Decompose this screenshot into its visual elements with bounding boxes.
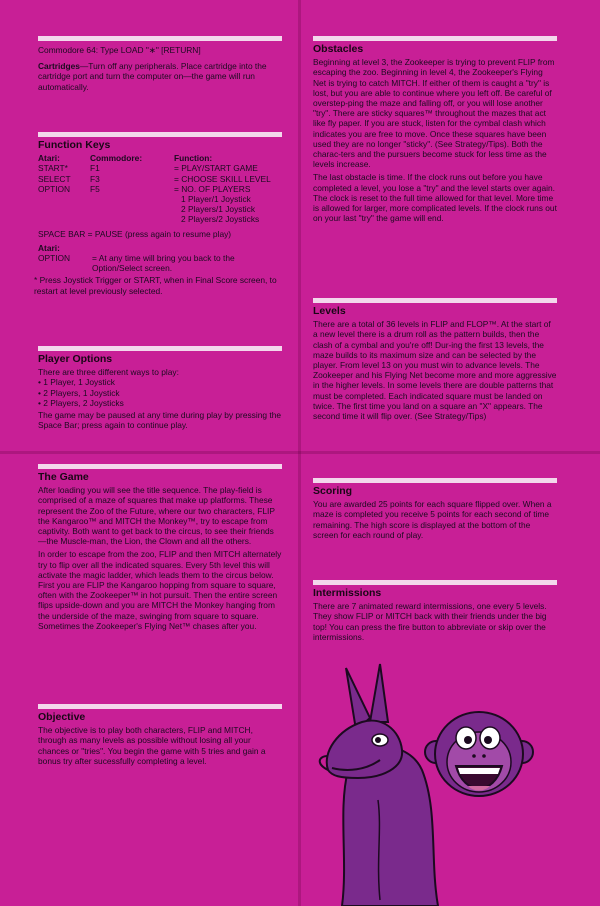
section-rule: [38, 704, 282, 709]
player-option-item: • 2 Players, 1 Joystick: [38, 387, 120, 398]
function-keys-section: [34, 132, 282, 296]
section-rule: [313, 298, 557, 303]
the-game-paragraph-2: In order to escape from the zoo, FLIP and then MITCH alternately try to flip over all the indicated squares. Every 5th level this will activate the magic ladder, which leads them to the circus below. First you are FLIP the Kangaroo hopping from square to square, often with the Zookeeper™ in hot pursuit. Then the entire screen flips upside-down and you are MITCH the Monkey hanging from the underside of the maze, swinging from square to square. Sometimes the Zookeeper's Flying Net™ chases after you.: [38, 549, 282, 631]
key-commodore: F3: [90, 173, 100, 184]
horizontal-fold: [0, 451, 600, 454]
key-function: = PLAY/START GAME: [174, 163, 258, 174]
function-keys-title: Function Keys: [38, 139, 111, 151]
key-function: = CHOOSE SKILL LEVEL: [174, 173, 271, 184]
intermissions-title: Intermissions: [313, 587, 382, 599]
atari-label: Atari:: [38, 242, 60, 253]
header-atari: Atari:: [38, 153, 60, 164]
option-row: [38, 253, 282, 273]
player-options-list: [38, 377, 282, 408]
section-rule: [38, 464, 282, 469]
monkey-illustration: [424, 708, 534, 804]
player-options-section: [38, 346, 282, 433]
players-item: 1 Player/1 Joystick: [181, 194, 251, 205]
intermissions-section: [313, 580, 557, 645]
key-commodore: F5: [90, 183, 100, 194]
intermissions-text: There are 7 animated reward intermissions, one every 5 levels. They show FLIP or MITCH back with their friends under the big top! You can press the fire button to abbreviate or skip over the intermissions.: [313, 601, 547, 642]
scoring-title: Scoring: [313, 485, 353, 497]
objective-title: Objective: [38, 711, 86, 723]
key-row: [38, 163, 282, 173]
section-rule: [313, 478, 557, 483]
section-rule: [313, 580, 557, 585]
spacebar-row: SPACE BAR = PAUSE (press again to resume play): [38, 228, 232, 239]
option-key: OPTION: [38, 253, 71, 264]
the-game-title: The Game: [38, 471, 89, 483]
players-item: 2 Players/2 Joysticks: [181, 214, 260, 225]
key-atari: SELECT: [38, 173, 71, 184]
the-game-section: [38, 464, 282, 634]
commodore-load: Commodore 64: Type LOAD "∗" [RETURN]: [38, 45, 201, 55]
obstacles-section: [313, 36, 557, 226]
key-row: [38, 184, 282, 194]
key-function: = NO. OF PLAYERS: [174, 183, 251, 194]
player-options-title: Player Options: [38, 353, 113, 365]
the-game-paragraph-1: After loading you will see the title sequence. The play-field is comprised of a maze of squares that make up platforms. These represent the Zoo of the Future, where our two characters, FLIP the Kangaroo™ and MITCH the Monkey™, try to escape from captivity. Both want to get back to the circus, to see their friends—the Muscle-man, the Lion, the Clown and all the others.: [38, 485, 275, 547]
key-row: [38, 174, 282, 184]
player-options-intro: There are three different ways to play:: [38, 367, 179, 378]
levels-text: There are a total of 36 levels in FLIP and FLOP™. At the start of a new level there is a drum roll as the pattern builds, then the clash of a cymbal and you're off! Dur-ing the first 13 levels, the maze builds to its maximum size and can be selected by the player. From level 13 on you must win to advance levels. The Zookeeper and his Flying Net become more and more aggressive in the higher levels. In some levels there are double patterns that must be completed. Each indicated square must be landed on twice. The first time you land on a square an "X" appears. The second time it will flip over. (See Strategy/Tips): [313, 319, 557, 422]
section-rule: [38, 132, 282, 137]
levels-section: [313, 298, 557, 424]
obstacles-paragraph-1: Beginning at level 3, the Zookeeper is trying to prevent FLIP from escaping the zoo. Beginning in level 4, the Zookeeper's Flying Net is trying to catch MITCH. If either of them is caught a "try" is lost, but you are able to continue where you left off. Be careful of overstep-ping the maze and falling off, or you will lose another "try". There are sticky squares™ throughout the mazes that act like fly paper. If you are stuck, listen for the cymbal clash which indicates you are free to move. Once these squares have been used they are no longer "sticky". (See Strategy/Tips). Both the charac-ters and the pursuers become stuck for less time as the levels increase.: [313, 57, 555, 170]
player-options-pause: The game may be paused at any time during play by pressing the Space Bar; press again to continue play.: [38, 410, 282, 431]
key-commodore: F1: [90, 163, 100, 174]
scoring-text: You are awarded 25 points for each square flipped over. When a maze is completed you receive 5 points for each second of time remaining. The high score is displayed at the bottom of the screen for each round of play.: [313, 499, 552, 540]
obstacles-title: Obstacles: [313, 43, 364, 55]
levels-title: Levels: [313, 305, 346, 317]
obstacles-paragraph-2: The last obstacle is time. If the clock runs out before you have completed a level, you lose a "try" and the level starts over again. The clock is reset to the full time allowed for that level. More time is allowed for larger, more complicated levels. If the clock runs out on your last "try" the game will end.: [313, 172, 557, 224]
header-function: Function:: [174, 153, 213, 164]
loading-section: [38, 36, 282, 95]
player-option-item: • 2 Players, 2 Joysticks: [38, 397, 124, 408]
key-atari: START*: [38, 163, 68, 174]
cartridges-text: —Turn off any peripherals. Place cartridge into the cartridge port and turn the computer on—the game will run automatically.: [38, 61, 267, 92]
section-rule: [313, 36, 557, 41]
function-keys-footnote: * Press Joystick Trigger or START, when in Final Score screen, to restart at level previously selected.: [34, 275, 277, 296]
scoring-section: [313, 478, 557, 543]
objective-text: The objective is to play both characters, FLIP and MITCH, through as many levels as possible without losing all your chances or "tries". You begin the game with 5 tries and gain a bonus try after sucessfully completing a level.: [38, 725, 266, 766]
cartridges-label: Cartridges: [38, 61, 80, 72]
section-rule: [38, 346, 282, 351]
objective-section: [38, 704, 282, 769]
header-commodore: Commodore:: [90, 153, 143, 164]
players-item: 2 Players/1 Joystick: [181, 204, 256, 215]
section-rule: [38, 36, 282, 41]
player-option-item: • 1 Player, 1 Joystick: [38, 377, 115, 388]
key-atari: OPTION: [38, 183, 71, 194]
function-keys-header: [38, 153, 282, 163]
option-text: = At any time will bring you back to the Option/Select screen.: [92, 253, 235, 274]
players-list: [38, 194, 282, 225]
cartridges-paragraph: [38, 61, 282, 92]
